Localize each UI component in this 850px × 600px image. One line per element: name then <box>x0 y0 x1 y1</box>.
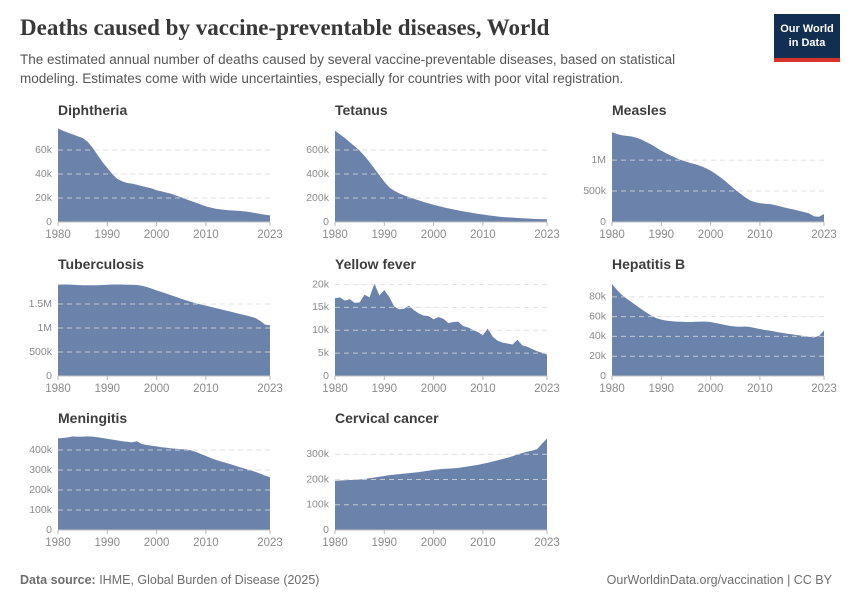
chart-title-tuberculosis: Tuberculosis <box>58 256 145 272</box>
x-tick-label: 1980 <box>45 537 71 549</box>
owid-logo-stripe <box>774 58 840 62</box>
y-tick-label: 600k <box>306 143 329 156</box>
y-tick-label: 0 <box>600 369 606 382</box>
x-tick-label: 1990 <box>371 537 398 549</box>
y-tick-label: 20k <box>35 191 52 204</box>
x-tick-label: 2023 <box>257 229 283 241</box>
x-tick-label: 1990 <box>94 537 121 549</box>
x-tick-label: 2000 <box>420 383 447 395</box>
area-series-measles <box>612 132 824 222</box>
x-tick-label: 2010 <box>193 537 219 549</box>
chart-cell-diphtheria <box>18 100 295 254</box>
x-tick-label: 1990 <box>94 383 121 395</box>
y-tick-label: 1M <box>37 321 52 334</box>
y-tick-label: 500k <box>29 345 52 358</box>
page-title: Deaths caused by vaccine-preventable diseases, World <box>20 15 550 40</box>
x-tick-label: 1980 <box>45 383 71 395</box>
y-tick-label: 5k <box>317 346 329 359</box>
data-source <box>20 573 319 587</box>
area-series-hepatitis-b <box>612 284 824 376</box>
owid-logo-line1: Our World <box>780 23 834 35</box>
x-tick-label: 1990 <box>94 229 121 241</box>
x-tick-label: 1990 <box>648 383 675 395</box>
y-tick-label: 1.5M <box>28 297 52 310</box>
chart-plot-hepatitis-b[interactable] <box>572 274 837 406</box>
x-tick-label: 2000 <box>420 229 447 241</box>
x-tick-label: 1990 <box>648 229 675 241</box>
y-tick-label: 20k <box>589 349 606 362</box>
y-tick-label: 0 <box>323 523 329 536</box>
chart-title-meningitis: Meningitis <box>58 410 128 426</box>
y-tick-label: 300k <box>306 447 329 460</box>
chart-cell-hepatitis-b <box>572 254 849 408</box>
chart-title-diphtheria: Diphtheria <box>58 102 128 118</box>
x-tick-label: 1990 <box>371 383 398 395</box>
chart-plot-measles[interactable] <box>572 120 837 252</box>
x-tick-label: 2010 <box>470 383 496 395</box>
x-tick-label: 2000 <box>697 229 724 241</box>
area-series-cervical-cancer <box>335 439 547 530</box>
chart-plot-yellow-fever[interactable] <box>295 274 560 406</box>
y-tick-label: 0 <box>46 523 52 536</box>
y-tick-label: 60k <box>35 143 52 156</box>
x-tick-label: 2023 <box>534 537 560 549</box>
owid-logo[interactable] <box>774 14 840 62</box>
y-tick-label: 10k <box>312 324 329 337</box>
owid-logo-line2: in Data <box>788 37 826 50</box>
chart-title-measles: Measles <box>612 102 667 118</box>
chart-plot-tetanus[interactable] <box>295 120 560 252</box>
y-tick-label: 400k <box>306 167 329 180</box>
y-tick-label: 100k <box>306 498 329 511</box>
data-source-label: Data source: <box>20 573 96 587</box>
x-tick-label: 1980 <box>322 537 348 549</box>
area-series-tetanus <box>335 131 547 222</box>
x-tick-label: 1990 <box>371 229 398 241</box>
chart-title-yellow-fever: Yellow fever <box>335 256 416 272</box>
x-tick-label: 2010 <box>193 383 219 395</box>
header-text <box>20 14 735 88</box>
chart-cell-tuberculosis <box>18 254 295 408</box>
data-source-text: IHME, Global Burden of Disease (2025) <box>95 573 320 587</box>
small-multiples-grid <box>18 100 849 562</box>
x-tick-label: 2000 <box>143 383 170 395</box>
chart-title-tetanus: Tetanus <box>335 102 388 118</box>
y-tick-label: 80k <box>589 290 606 303</box>
area-series-tuberculosis <box>58 285 270 376</box>
x-tick-label: 1980 <box>322 229 348 241</box>
chart-plot-cervical-cancer[interactable] <box>295 428 560 560</box>
chart-cell-measles <box>572 100 849 254</box>
footer-link[interactable]: OurWorldinData.org/vaccination | CC BY <box>606 573 832 587</box>
x-tick-label: 2000 <box>420 537 447 549</box>
y-tick-label: 200k <box>29 483 52 496</box>
chart-cell-cervical-cancer <box>295 408 572 562</box>
y-tick-label: 0 <box>46 369 52 382</box>
y-tick-label: 300k <box>29 463 52 476</box>
y-tick-label: 100k <box>29 503 52 516</box>
chart-title-hepatitis-b: Hepatitis B <box>612 256 686 272</box>
x-tick-label: 2000 <box>697 383 724 395</box>
x-tick-label: 2000 <box>143 537 170 549</box>
y-tick-label: 200k <box>306 191 329 204</box>
x-tick-label: 2023 <box>257 383 283 395</box>
x-tick-label: 2023 <box>811 229 837 241</box>
x-tick-label: 1980 <box>599 229 625 241</box>
y-tick-label: 20k <box>312 278 329 291</box>
header <box>20 14 840 88</box>
x-tick-label: 2010 <box>747 229 773 241</box>
chart-plot-tuberculosis[interactable] <box>18 274 283 406</box>
x-tick-label: 2023 <box>534 383 560 395</box>
x-tick-label: 2023 <box>811 383 837 395</box>
x-tick-label: 1980 <box>322 383 348 395</box>
owid-logo-text <box>774 14 840 58</box>
area-series-diphtheria <box>58 128 270 222</box>
x-tick-label: 2023 <box>257 537 283 549</box>
x-tick-label: 2000 <box>143 229 170 241</box>
y-tick-label: 15k <box>312 301 329 314</box>
x-tick-label: 2010 <box>747 383 773 395</box>
page-subtitle: The estimated annual number of deaths caused by several vaccine-preventable diseases, based on statistical modeling. Estimates come with wide uncertainties, especially for countries with poor vital registration. <box>20 51 676 86</box>
y-tick-label: 200k <box>306 473 329 486</box>
y-tick-label: 60k <box>589 310 606 323</box>
x-tick-label: 1980 <box>599 383 625 395</box>
y-tick-label: 0 <box>600 215 606 228</box>
y-tick-label: 0 <box>323 369 329 382</box>
y-tick-label: 400k <box>29 443 52 456</box>
y-tick-label: 0 <box>46 215 52 228</box>
y-tick-label: 0 <box>323 215 329 228</box>
footer <box>20 573 832 587</box>
x-tick-label: 2010 <box>470 537 496 549</box>
chart-title-cervical-cancer: Cervical cancer <box>335 410 439 426</box>
x-tick-label: 2010 <box>193 229 219 241</box>
chart-plot-diphtheria[interactable] <box>18 120 283 252</box>
y-tick-label: 500k <box>583 184 606 197</box>
y-tick-label: 40k <box>589 330 606 343</box>
x-tick-label: 2023 <box>534 229 560 241</box>
chart-cell-yellow-fever <box>295 254 572 408</box>
chart-plot-meningitis[interactable] <box>18 428 283 560</box>
x-tick-label: 2010 <box>470 229 496 241</box>
y-tick-label: 1M <box>591 153 606 166</box>
chart-cell-tetanus <box>295 100 572 254</box>
chart-cell-meningitis <box>18 408 295 562</box>
x-tick-label: 1980 <box>45 229 71 241</box>
y-tick-label: 40k <box>35 167 52 180</box>
